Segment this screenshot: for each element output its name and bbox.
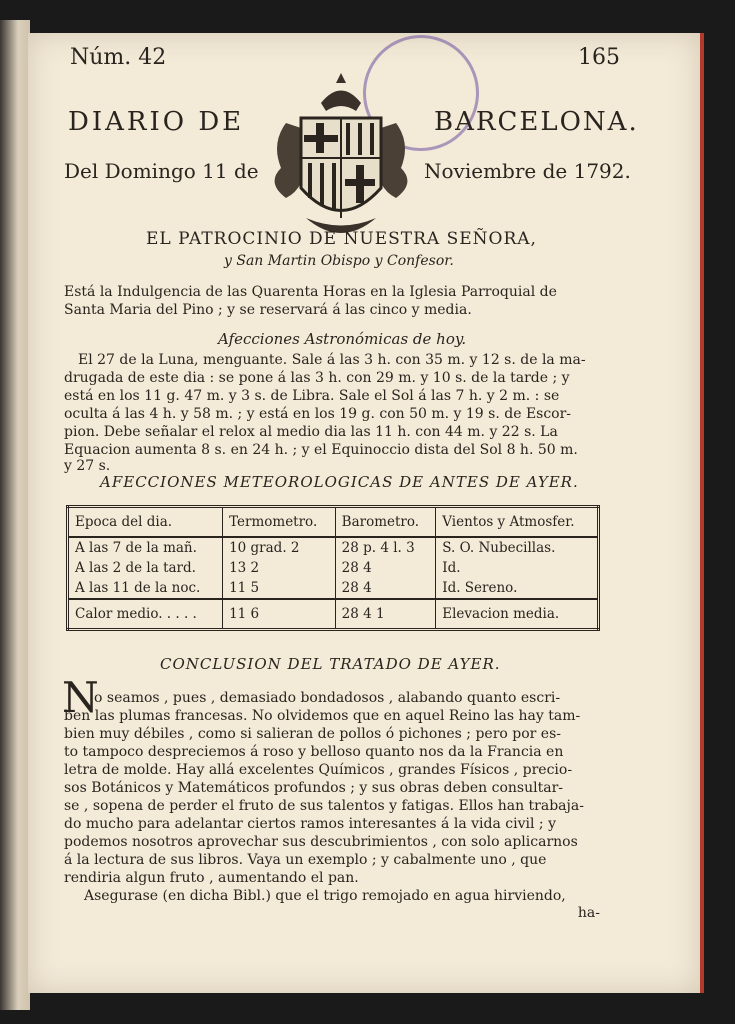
article-line: ben las plumas francesas. No olvidemos que en aquel Reino las hay tam-: [64, 708, 581, 724]
page-number: 165: [578, 45, 620, 70]
article-line: letra de molde. Hay allá excelentes Químicos , grandes Físicos , precio-: [64, 762, 573, 778]
table-cell: 28 p. 4 l. 3: [335, 537, 436, 558]
table-cell: 11 6: [223, 599, 336, 630]
table-cell: A las 2 de la tard.: [68, 558, 223, 578]
astro-line: pion. Debe señalar el relox al medio dia las 11 h. con 44 m. y 22 s. La: [64, 424, 558, 440]
article-line: sos Botánicos y Matemáticos profundos ; y sus obras deben consultar-: [64, 780, 563, 796]
table-cell: Id. Sereno.: [436, 578, 599, 599]
article-line: to tampoco despreciemos á roso y belloso quanto nos da la Francia en: [64, 744, 564, 760]
table-cell: S. O. Nubecillas.: [436, 537, 599, 558]
table-cell: Elevacion media.: [436, 599, 599, 630]
column-header: Termometro.: [223, 507, 336, 538]
astro-line: y 27 s.: [64, 458, 111, 474]
newspaper-page: [28, 33, 704, 993]
feast-subtitle: y San Martin Obispo y Confesor.: [224, 253, 454, 269]
article-line: rendiria algun fruto , aumentando el pan.: [64, 870, 359, 886]
table-cell: 28 4 1: [335, 599, 436, 630]
column-header: Barometro.: [335, 507, 436, 538]
astro-line: drugada de este dia : se pone á las 3 h. con 29 m. y 10 s. de la tarde ; y: [64, 370, 570, 386]
article-line: Asegurase (en dicha Bibl.) que el trigo remojado en agua hirviendo,: [84, 888, 566, 904]
book-spine-edge: [0, 20, 30, 1010]
astro-line: El 27 de la Luna, menguante. Sale á las 3 h. con 35 m. y 12 s. de la ma-: [78, 352, 586, 368]
masthead-right: BARCELONA.: [434, 107, 639, 137]
table-cell: 11 5: [223, 578, 336, 599]
article-line: do mucho para adelantar ciertos ramos interesantes á la vida civil ; y: [64, 816, 556, 832]
feast-line: Santa Maria del Pino ; y se reservará á las cinco y media.: [64, 302, 472, 318]
column-header: Vientos y Atmosfer.: [436, 507, 599, 538]
astro-line: oculta á las 4 h. y 58 m. ; y está en los 19 g. con 50 m. y 19 s. de Escor-: [64, 406, 572, 422]
table-cell: 13 2: [223, 558, 336, 578]
issue-number: Núm. 42: [70, 45, 167, 70]
table-cell: A las 11 de la noc.: [68, 578, 223, 599]
weather-table: [66, 505, 600, 631]
astro-heading: Afecciones Astronómicas de hoy.: [218, 330, 467, 348]
article-line: se , sopena de perder el fruto de sus talentos y fatigas. Ellos han trabaja-: [64, 798, 584, 814]
article-heading: CONCLUSION DEL TRATADO DE AYER.: [160, 655, 501, 673]
column-header: Epoca del dia.: [68, 507, 223, 538]
table-row: [68, 558, 599, 578]
table-cell: Calor medio. . . . .: [68, 599, 223, 630]
catchword: ha-: [577, 905, 600, 921]
article-line: bien muy débiles , como si salieran de pollos ó pichones ; pero por es-: [64, 726, 562, 742]
article-line: o seamos , pues , demasiado bondadosos , alabando quanto escri-: [94, 690, 561, 706]
table-cell: A las 7 de la mañ.: [68, 537, 223, 558]
date-left: Del Domingo 11 de: [64, 159, 259, 183]
astro-line: está en los 11 g. 47 m. y 3 s. de Libra. Sale el Sol á las 7 h. y 2 m. : se: [64, 388, 560, 404]
barcelona-crest-icon: [266, 73, 416, 243]
article-line: á la lectura de sus libros. Vaya un exemplo ; y cabalmente uno , que: [64, 852, 547, 868]
article-line: podemos nosotros aprovechar sus descubrimientos , con solo aplicarnos: [64, 834, 578, 850]
drop-cap: N: [62, 673, 99, 722]
date-right: Noviembre de 1792.: [424, 159, 631, 183]
astro-line: Equacion aumenta 8 s. en 24 h. ; y el Equinoccio dista del Sol 8 h. 50 m.: [64, 442, 578, 458]
table-row: [68, 537, 599, 558]
feast-title: EL PATROCINIO DE NUESTRA SEÑORA,: [146, 229, 537, 249]
weather-heading: AFECCIONES METEOROLOGICAS DE ANTES DE AYER.: [100, 473, 579, 491]
table-cell: Id.: [436, 558, 599, 578]
table-cell: 28 4: [335, 578, 436, 599]
table-footer-row: [68, 599, 599, 630]
table-cell: 28 4: [335, 558, 436, 578]
table-header-row: [68, 507, 599, 538]
table-cell: 10 grad. 2: [223, 537, 336, 558]
masthead-left: DIARIO DE: [68, 107, 245, 137]
table-row: [68, 578, 599, 599]
feast-line: Está la Indulgencia de las Quarenta Horas en la Iglesia Parroquial de: [64, 284, 557, 300]
